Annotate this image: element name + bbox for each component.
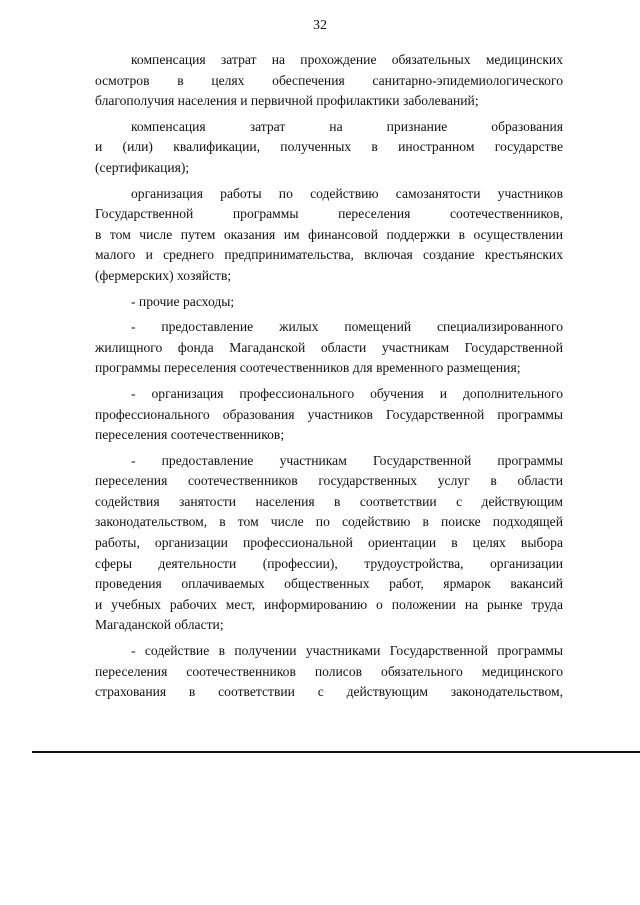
document-body <box>95 50 563 708</box>
paragraph <box>95 451 563 636</box>
text-line: жилищного фонда Магаданской области участникам Государственной <box>95 339 563 355</box>
text-line: переселения соотечественников государственных услуг в области <box>95 473 563 489</box>
text-line: работы, организации профессиональной ориентации в целях выбора <box>95 535 563 551</box>
text-line: - предоставление жилых помещений специализированного <box>131 319 563 335</box>
text-line: законодательством, в том числе по содействию в поиске подходящей <box>95 514 563 530</box>
text-line: сферы деятельности (профессии), трудоустройства, организации <box>95 555 563 571</box>
text-line: Государственной программы переселения соотечественников, <box>95 206 563 222</box>
text-line: страхования в соответствии с действующим законодательством, <box>95 684 563 700</box>
text-line: программы переселения соотечественников для временного размещения; <box>95 360 521 376</box>
text-line: переселения соотечественников полисов обязательного медицинского <box>95 663 563 679</box>
text-line: профессионального образования участников Государственной программы <box>95 406 563 422</box>
text-line: - содействие в получении участниками Государственной программы <box>131 643 563 659</box>
text-line: - прочие расходы; <box>131 293 235 309</box>
paragraph <box>95 50 563 112</box>
text-line: благополучия населения и первичной профилактики заболеваний; <box>95 93 479 109</box>
paragraph <box>95 184 563 287</box>
text-line: (фермерских) хозяйств; <box>95 267 232 283</box>
paragraph <box>95 117 563 179</box>
text-line: малого и среднего предпринимательства, включая создание крестьянских <box>95 247 563 263</box>
text-line: содействия занятости населения в соответствии с действующим <box>95 493 563 509</box>
text-line: осмотров в целях обеспечения санитарно-эпидемиологического <box>95 72 563 88</box>
text-line: компенсация затрат на прохождение обязательных медицинских <box>131 52 563 67</box>
text-line: и (или) квалификации, полученных в иностранном государстве <box>95 139 563 155</box>
paragraph <box>95 317 563 379</box>
text-line: организация работы по содействию самозанятости участников <box>131 185 563 201</box>
paragraph <box>95 384 563 446</box>
paragraph <box>95 292 563 313</box>
text-line: и учебных рабочих мест, информированию о положении на рынке труда <box>95 596 563 612</box>
text-line: проведения оплачиваемых общественных работ, ярмарок вакансий <box>95 576 563 592</box>
page-divider-line <box>32 751 640 753</box>
text-line: - организация профессионального обучения и дополнительного <box>131 385 563 401</box>
text-line: переселения соотечественников; <box>95 427 285 443</box>
text-line: (сертификация); <box>95 159 190 175</box>
text-line: в том числе путем оказания им финансовой поддержки в осуществлении <box>95 226 563 242</box>
text-line: - предоставление участникам Государственной программы <box>131 452 563 468</box>
text-line: Магаданской области; <box>95 617 224 633</box>
page-number: 32 <box>313 18 327 33</box>
paragraph <box>95 641 563 703</box>
text-line: компенсация затрат на признание образования <box>131 118 563 134</box>
